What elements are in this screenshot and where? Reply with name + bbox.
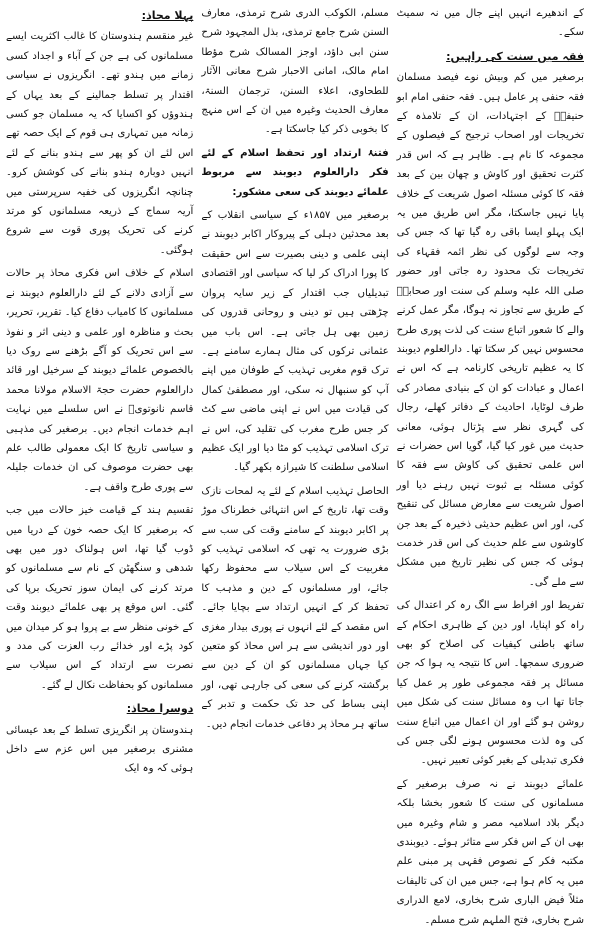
- section-heading: پہلا محاذ:: [141, 9, 194, 22]
- paragraph: غیر منقسم ہندوستان کا غالب اکثریت ایسے مسلمانوں کی ہے جن کے آباء و اجداد کسی زمانے میں ہندو تھے۔ انگریزوں نے سیاسی اقتدار پر تسلط جمالینے کے بعد یہاں کے ہندوؤں کو اکسایا کہ یہ مسلمان جو کسی زمانہ میں تمہاری ہی قوم کے ایک حصہ تھے اس لئے ان کو پھر سے ہندو بنانے کے لئے انہیں دوبارہ ہندو بنانے کی کوشش کرو۔ چنانچہ انگریزوں کی خفیہ سرپرستی میں آریہ سماج کے ذریعہ مسلمانوں کو مرتد کرنے کی تحریک پوری قوت سے شروع ہوگئی۔: [6, 31, 194, 256]
- section-heading: دوسرا محاذ:: [126, 702, 194, 716]
- paragraph: تقسیم ہند کے قیامت خیز حالات میں جب کہ برصغیر کا ایک حصہ خون کے دریا میں ڈوب گیا تھا، اس ہولناک دور میں بھی شدھی و سنگھٹن کے نام سے مسلمانوں کو مرتد کرنے کی ایمان سوز تحریک برپا کی گئی۔ اس موقع پر بھی علمائے دیوبند وقت کے خونی منظر سے بے پروا ہو کر میدان میں کود پڑے اور خدائے رب العزت کی مدد و نصرت سے ارتداد کے اس سیلاب سے مسلمانوں کو بحفاظت نکال لے گئے۔: [6, 505, 194, 691]
- section-title: فتنۂ ارتداد اور تحفظ اسلام کے لئے فکر دارالعلوم دیوبند سے مربوط علمائے دیوبند کی سعی مشکور:: [201, 147, 389, 198]
- paragraph: کے اندھیرے انہیں اپنے جال میں نہ سمیٹ سکے۔: [396, 8, 584, 39]
- paragraph: علمائے دیوبند نے نہ صرف برصغیر کے مسلمانوں کی سنت کا شعور بخشا بلکہ دیگر بلاد اسلامیہ مصر و شام وغیرہ میں بھی ان کے اس فکر سے متاثر ہوئے۔ دیوبندی مکتبہ فکر کے نصوص فقہی پر مبنی علم میں یہ کام ہوا ہے، جس میں ان کی تالیفات مثلاً فیض الباری شرح بخاری، لامع الدراری شرح بخاری، فتح الملہم شرح مسلم۔: [396, 778, 584, 926]
- paragraph: اسلام کے خلاف اس فکری محاذ پر حالات سے آزادی دلانے کے لئے دارالعلوم دیوبند نے مسلمانوں کا کامیاب دفاع کیا۔ تقریر، تحریر، بحث و مناظرہ اور علمی و دینی اثر و نفوذ سے اس تحریک کو آگے بڑھنے سے روک دیا بالخصوص علمائے دیوبند کے سرخیل اور قائد دارالعلوم حضرت حجۃ الاسلام مولانا محمد قاسم نانوتویؒ نے اس سلسلے میں نہایت اہم خدمات انجام دیں۔ برصغیر کی مذہبی و سیاسی تاریخ کا ایک معمولی طالب علم بھی حضرت موصوف کی ان خدمات جلیلہ سے پوری طرح واقف ہے۔: [6, 268, 194, 493]
- paragraph: تفریط اور افراط سے الگ رہ کر اعتدال کی راہ کو اپنایا، اور دین کے ظاہری احکام کے ساتھ باطنی کیفیات کی اصلاح کو بھی ضروری سمجھا۔ اس کا نتیجہ یہ ہوا کہ جن مسائل پر فقہ مجموعی طور پر عمل کیا جاتا تھا اب وہ مسائل سنت کی شکل میں روشن ہو گئے اور ان اعمال میں اتباع سنت کی وہ لذت محسوس ہونے لگی جس کی فکری تبدیلی کے بغیر کوئی تعبیر نہیں۔: [396, 600, 584, 767]
- column-middle: [201, 4, 388, 779]
- paragraph: برصغیر میں کم وبیش نوے فیصد مسلمان فقہ حنفی پر عامل ہیں۔ فقہ حنفی امام ابو حنیفہؒ کے اجتہادات، ان کے تلامذہ کے تخریجات اور اصحاب ترجیح کے فیصلوں کے مجموعہ کا نام ہے۔ ظاہر ہے کہ اس قدر کثرت تحقیق اور کاوش و چھان بین کے بعد فقہ کا کوئی مسئلہ اصول شریعت کے خلاف پایا نہیں جاسکتا، مگر اس طریق میں یہ ایک پہلو ایسا باقی رہ گیا تھا کہ جس کی وجہ سے لوگوں کی نظر ائمہ فقہاء کی تخریجات تک محدود رہ جاتی اور حضور صلی اللہ علیہ وسلم کی سنت اور صحابہؓ کے طریق سے تجاوز نہ ہوگا، مگر عمل کرنے والے کا شعور اتباع سنت کی لذت پوری طرح محسوس نہیں کر سکتا تھا۔ دارالعلوم دیوبند کا یہ عظیم تاریخی کارنامہ ہے کہ اس نے اعمال و عبادات کو ان کے بنیادی مصادر کی طرف لوٹایا، احادیث کے دفاتر کھلے، رجال کی گہری نظر سے پڑتال ہوئی، معانی حدیث میں غور کیا گیا، گویا اس حضرات نے اس علمی تحقیق کی کاوش سے فقہ کا کوئی مسئلہ بے ثبوت نہیں رہنے دیا اور اصول شریعت سے معارض مسائل کی تنقیح کی، اور اس عظیم حدیثی ذخیرہ کے بعد جن کاوشوں سے علم حدیث کی اس قدر خدمت ہوئی کہ جس کی نظیر تاریخ میں مشکل سے ملے گی۔: [396, 72, 584, 588]
- paragraph: الحاصل تہذیب اسلام کے لئے یہ لمحات نازک وقت تھا، تاریخ کے اس انتہائی خطرناک موڑ پر اکابر دیوبند کے سامنے وقت کی سب سے بڑی ضرورت یہ تھی کہ اسلامی تہذیب کو مغربیت کے اس سیلاب سے محفوظ رکھا جائے، اور مسلمانوں کے دین و مذہب کا تحفظ کر کے انہیں ارتداد سے بچایا جائے۔ اس مقصد کے لئے انہوں نے پوری بیدار مغزی اور دور اندیشی سے ہر اس محاذ کو متعین کیا جہاں مسلمانوں کو ان کے دین سے برگشتہ کرنے کی سعی کی جارہی تھی، اور اپنی بساط کی حد تک حکمت و تدبر کے ساتھ ہر محاذ پر دفاعی خدمات انجام دیں۔: [201, 485, 389, 730]
- paragraph: برصغیر میں ۱۸۵۷ء کے سیاسی انقلاب کے بعد محدثین دہلی کے پیروکار اکابر دیوبند نے اپنی علمی و دینی بصیرت سے اس حقیقت کا پورا ادراک کر لیا کہ سیاسی اور اقتصادی تبدیلیاں جب اقتدار کے زیر سایہ پروان چڑھتی ہیں تو دینی و روحانی قدروں کی زمین بھی ہل جاتی ہے۔ اس باب میں عثمانی ترکوں کی مثال ہمارے سامنے ہے۔ ترک قوم مغربی تہذیب کے طوفان میں اپنے آپ کو سنبھال نہ سکی، اور مصطفیٰ کمال کی قیادت میں اس نے اپنی ماضی سے کٹ کر جس طرح مغرب کی تقلید کی، اس نے ترک اسلامی تہذیب کو مٹا دیا اور ایک عظیم اسلامی سلطنت کا شیرازہ بکھر گیا۔: [201, 210, 389, 474]
- paragraph: مسلم، الکوکب الدری شرح ترمذی، معارف السنن شرح جامع ترمذی، بذل المجہود شرح سنن ابی داؤد، اوجز المسالک شرح مؤطا امام مالک، امانی الاحبار شرح معانی الآثار للطحاوی، اعلاء السنن، ترجمان السنۃ، معارف الحدیث وغیرہ میں ان کے اس منہج کا بخوبی ذکر کیا جاسکتا ہے۔: [201, 8, 389, 136]
- section-heading: فقہ میں سنت کی راہیں:: [446, 49, 584, 63]
- paragraph: ہندوستان پر انگریزی تسلط کے بعد عیسائی مشنری برصغیر میں اس عزم سے داخل ہوئی کہ وہ ایک: [6, 724, 194, 775]
- column-right: [396, 4, 584, 926]
- column-left: [6, 4, 193, 779]
